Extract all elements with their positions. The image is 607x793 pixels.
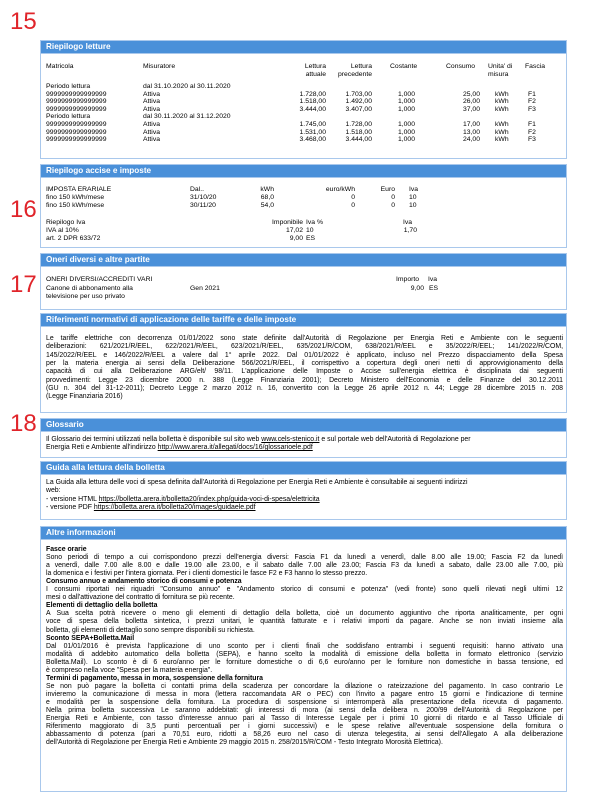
glossario-link-site[interactable]: www.cels-stenico.it <box>261 436 320 443</box>
iva-cell: art. 2 DPR 633/72 <box>46 235 101 242</box>
riferimenti-line: deliberazioni: 621/2021/R/EEL, 622/2021/R/EEL, 623/2021/R/EEL, 635/2021/R/COM, 638/2021/R/EEL e 35/2022/R/EEL; 141/2022/R/COM, <box>46 343 563 351</box>
section-header-accise: Riepilogo accise e imposte <box>40 164 567 178</box>
accise-h-kwh: kWh <box>260 186 274 193</box>
riferimenti-line: (GU n. 304 del 31-12-2011); Decreto Legge 2 marzo 2012 n. 16, convertito con la Legge 26 aprile 2012 n. 44; Legge 28 dicembre 2015 n. 208 <box>46 384 563 392</box>
riferimenti-line: provvedimenti: Legge 23 dicembre 2000 n. 388 (Legge Finanziaria 2001); Decreto Ministero dell'Economia e delle Finanze del 30.12.2011 <box>46 376 563 384</box>
guida-line-2: web: <box>46 487 61 494</box>
letture-cell: Attiva <box>143 90 160 98</box>
letture-cell: 3.444,00 <box>299 105 326 113</box>
letture-cell: 9999999999999999 <box>46 128 107 136</box>
letture-cell: 9999999999999999 <box>46 105 107 113</box>
letture-cell: Attiva <box>143 121 160 128</box>
letture-cell: 1,000 <box>397 90 415 98</box>
accise-cell: 10 <box>409 202 417 209</box>
letture-cell: 1.703,00 <box>345 90 372 98</box>
glossario-line-2: Energia Reti e Ambiente all'indirizzo http://www.arera.it/allegati/docs/16/glossarioele.pdf <box>46 444 313 451</box>
letture-cell: 1,000 <box>397 98 415 106</box>
iva-h-riepilogo: Riepilogo Iva <box>46 219 86 226</box>
riferimenti-line: capacità di cui alla Deliberazione ARG/elt/ 98/11. L'applicazione delle Imposte o Accise sull'energia elettrica è disciplinata dai seguenti <box>46 368 563 376</box>
periodo-range: dal 31.10.2020 al 30.11.2020 <box>143 83 231 90</box>
letture-cell: kWh <box>495 128 509 136</box>
altre-line: dell'Autorità di Regolazione per Energia Reti e Ambiente 29 maggio 2015 n. 258/2015/R/COM - Testo Integrato Morosità Elettrica). <box>46 739 443 747</box>
section-header-oneri: Oneri diversi e altre partite <box>40 253 567 267</box>
oneri-month: Gen 2021 <box>190 285 220 292</box>
altre-line: Nella prima bolletta successiva Le saranno addebitati: gli interessi di mora (ai sensi della delibera n. 200/99 dell'Autorità di Regolazione per <box>46 707 563 714</box>
marker-18: 18 <box>10 410 37 437</box>
accise-box <box>40 178 567 248</box>
periodo-label: Periodo lettura <box>46 83 91 90</box>
oneri-h-iva: Iva <box>428 276 438 283</box>
accise-cell: 54,0 <box>260 202 274 209</box>
col-consumo: Consumo <box>446 63 476 70</box>
letture-cell: Attiva <box>143 98 160 106</box>
section-header-glossario: Glossario <box>40 418 567 432</box>
letture-cell: 1,000 <box>397 105 415 113</box>
altre-line: Bolletta.Mail). Lo sconto è di 6 euro/anno per le forniture domestiche o di 6,6 euro/anno per le forniture non domestiche in bassa tensione, ed <box>46 658 563 666</box>
section-header-letture: Riepilogo letture <box>40 40 567 54</box>
accise-cell: 31/10/20 <box>190 194 217 201</box>
letture-cell: 1,000 <box>397 121 415 128</box>
letture-cell: 1.492,00 <box>345 98 372 106</box>
guida-html: - versione HTML https://bolletta.arera.it/bolletta20/index.php/guida-voci-di-spesa/elettricita <box>46 496 320 503</box>
col-lettura-precedente: Lettura precedente <box>337 63 372 78</box>
accise-cell: fino 150 kWh/mese <box>46 194 105 201</box>
altre-line: voce di spesa della bolletta sintetica, i prezzi unitari, le quantità fatturate e i relativi importi da pagare. Anche se non inviati insieme alla <box>46 618 563 626</box>
letture-cell: 1.518,00 <box>299 98 326 106</box>
letture-cell: F3 <box>528 136 536 144</box>
accise-h-iva: Iva <box>409 186 419 193</box>
letture-cell: 1,000 <box>397 128 415 136</box>
letture-cell: kWh <box>495 98 509 106</box>
guida-html-link[interactable]: https://bolletta.arera.it/bolletta20/index.php/guida-voci-di-spesa/elettricita <box>98 496 320 503</box>
section-header-altre: Altre informazioni <box>40 526 567 540</box>
oneri-h-desc: ONERI DIVERSI/ACCREDITI VARI <box>46 276 153 283</box>
letture-cell: 9999999999999999 <box>46 90 107 98</box>
altre-line: invieremo la comunicazione di messa in mora (lettera raccomandata AR o PEC) con l'invito a pagare entro 15 giorni e l'indicazione di termine <box>46 690 563 698</box>
altre-heading: Consumo annuo e andamento storico di consumi e potenza <box>46 578 242 586</box>
iva-cell: 1,70 <box>403 227 417 234</box>
guida-line-1: La Guida alla lettura delle voci di spesa definita dall'Autorità di Regolazione per Energia Reti e Ambiente è consultabile ai seguenti indirizzi <box>46 479 468 486</box>
letture-cell: kWh <box>495 90 509 98</box>
letture-cell: 9999999999999999 <box>46 136 107 144</box>
glossario-line-1: Il Glossario dei termini utilizzati nella bolletta è disponibile sul sito web www.cels-stenico.it e sul portale web dell'Autorità di Regolazione per <box>46 436 471 443</box>
riferimenti-line: (Legge Finanziaria 2016) <box>46 393 123 401</box>
letture-cell: 3.468,00 <box>299 136 326 144</box>
altre-heading: Termini di pagamento, messa in mora, sospensione della fornitura <box>46 674 263 682</box>
letture-cell: 17,00 <box>462 121 480 128</box>
letture-cell: 1.728,00 <box>299 90 326 98</box>
iva-h-perc: Iva % <box>306 219 323 226</box>
letture-cell: Attiva <box>143 128 160 136</box>
letture-cell: F1 <box>528 90 536 98</box>
col-lettura-attuale: Lettura attuale <box>304 63 326 78</box>
letture-cell: kWh <box>495 136 509 144</box>
marker-17: 17 <box>10 271 37 298</box>
iva-cell: 10 <box>306 227 314 234</box>
iva-cell: 9,00 <box>289 235 303 242</box>
letture-cell: 3.444,00 <box>345 136 372 144</box>
iva-cell: ES <box>306 235 316 242</box>
altre-line: è compreso nella voce "Spesa per la materia energia". <box>46 666 213 674</box>
oneri-iva: ES <box>429 285 439 292</box>
accise-cell: 10 <box>409 194 417 201</box>
riferimenti-line: per la materia energia ai sensi della Deliberazione 566/2021/R/EEL, il corrispettivo a copertura degli oneri netti di approvvigionamento della <box>46 359 563 367</box>
oneri-desc2: televisione per uso privato <box>46 293 125 300</box>
letture-cell: kWh <box>495 121 509 128</box>
letture-cell: 13,00 <box>462 128 480 136</box>
section-header-riferimenti: Riferimenti normativi di applicazione delle tariffe e delle imposte <box>40 313 567 327</box>
altre-line: modalità di addebito automatico della bolletta (SEPA), e hanno scelto la modalità di emissione della bolletta in formato elettronico (servizio <box>46 650 563 658</box>
altre-line: A Sua scelta potrà ricevere o meno gli elementi di dettaglio della bolletta, cioè un documento aggiuntivo che riporta analiticamente, per ogni <box>46 610 563 618</box>
altre-heading: Fasce orarie <box>46 546 87 553</box>
oneri-h-importo: Importo <box>396 276 420 283</box>
letture-cell: F1 <box>528 121 536 128</box>
letture-cell: 1.518,00 <box>345 128 372 136</box>
letture-cell: 1,000 <box>397 136 415 144</box>
accise-cell: 0 <box>351 202 355 209</box>
iva-h-iva: Iva <box>403 219 413 226</box>
letture-cell: 37,00 <box>462 105 480 113</box>
periodo-range: dal 30.11.2020 al 31.12.2020 <box>143 113 231 121</box>
letture-cell: 9999999999999999 <box>46 98 107 106</box>
altre-line: Dal 01/01/2016 è prevista l'applicazione di uno sconto per i clienti finali che soddisfano entrambi i seguenti requisiti: hanno attivato una <box>46 642 563 650</box>
col-costante: Costante <box>390 63 418 70</box>
letture-cell: 1.745,00 <box>299 121 326 128</box>
col-unita: Unita' di misura <box>488 63 513 78</box>
accise-cell: 0 <box>391 194 395 201</box>
letture-cell: Attiva <box>143 105 160 113</box>
accise-cell: 68,0 <box>260 194 274 201</box>
accise-cell: 30/11/20 <box>190 202 216 209</box>
glossario-link-pdf[interactable]: http://www.arera.it/allegati/docs/16/glossarioele.pdf <box>157 444 313 451</box>
altre-line: Se non può pagare la bolletta ci contatti prima della scadenza per concordare la dilazione o rateizzazione del pagamento. In caso contrario Le <box>46 682 563 690</box>
letture-cell: F3 <box>528 105 536 113</box>
altre-line: I consumi riportati nei riquadri "Consumo annuo" e "Andamento storico di consumi e potenza" (vedi fronte) sono quelli rilevati negli ultimi 12 <box>46 586 563 594</box>
letture-cell: F2 <box>528 98 536 106</box>
riferimenti-line: 145/2022/R/EEL e 146/2022/R/EEL a valere dal 1° aprile 2022. Dal 01/01/2022 è applicato, incluso nel Prezzo dispacciamento della Spesa <box>46 351 563 359</box>
altre-line: a venerdì, dalle 7.00 alle 8.00 e dalle 19.00 alle 23.00, e il sabato dalle 7.00 alle 23.00; Fascia F3 da lunedì a sabato, dalle 23.00 alle 7.00, più <box>46 562 563 570</box>
guida-pdf-link[interactable]: https://bolletta.arera.it/bolletta20/images/guidaele.pdf <box>93 504 256 511</box>
altre-heading: Elementi di dettaglio della bolletta <box>46 602 158 610</box>
accise-h-eurokwh: euro/kWh <box>325 186 355 193</box>
accise-h-euro: Euro <box>380 186 395 193</box>
altre-line: Riferimento maggiorato di 3,5 punti percentuali per i giorni successivi) e le spese relative all'eventuale sospensione della fornitura o <box>46 723 563 731</box>
accise-cell: 0 <box>351 194 355 201</box>
riferimenti-line: Le tariffe elettriche con decorrenza 01/01/2022 sono state definite dall'Autorità di Regolazione per Energia Reti e Ambiente con le seguenti <box>46 335 563 342</box>
guida-pdf: - versione PDF https://bolletta.arera.it/bolletta20/images/guidaele.pdf <box>46 504 256 511</box>
altre-line: abbassamento di potenza (pari a 70,51 euro, ridotti a 58,26 euro nel caso di utenza telegestita, ai sensi dell'Allegato A alla deliberazione <box>46 731 563 739</box>
accise-h-dal: Dal.. <box>190 186 204 193</box>
marker-16: 16 <box>10 196 37 223</box>
marker-15: 15 <box>10 8 37 35</box>
altre-heading: Sconto SEPA+Bolletta.Mail <box>46 634 135 642</box>
altre-line: la domenica e i festivi per l'intera giornata. Per i clienti domestici le fasce F2 e F3 hanno lo stesso prezzo. <box>46 570 368 578</box>
altre-line: bolletta, gli elementi di dettaglio sono sempre disponibili su richiesta. <box>46 626 255 634</box>
iva-cell: IVA al 10% <box>46 227 79 234</box>
letture-cell: 25,00 <box>462 90 480 98</box>
letture-cell: 1.531,00 <box>299 128 326 136</box>
col-matricola: Matricola <box>46 63 74 70</box>
letture-cell: 3.407,00 <box>345 105 372 113</box>
oneri-importo: 9,00 <box>410 285 424 292</box>
letture-cell: 26,00 <box>462 98 480 106</box>
letture-cell: 1.728,00 <box>345 121 372 128</box>
accise-h-imposta: IMPOSTA ERARIALE <box>46 186 112 193</box>
altre-line: Energia Reti e Ambiente, con tasso d'interesse annuo pari al Tasso di Interesse Legale per i primi 10 giorni di ritardo e al Tasso Ufficiale di <box>46 715 563 723</box>
accise-cell: 0 <box>391 202 395 209</box>
section-header-guida: Guida alla lettura della bolletta <box>40 461 567 475</box>
letture-cell: 24,00 <box>462 136 480 144</box>
altre-line: mesi o dall'attivazione del contratto di fornitura se più recente. <box>46 594 235 602</box>
accise-cell: fino 150 kWh/mese <box>46 202 105 209</box>
col-misuratore: Misuratore <box>143 63 176 70</box>
col-fascia: Fascia <box>525 63 546 70</box>
letture-cell: kWh <box>495 105 509 113</box>
letture-cell: F2 <box>528 128 536 136</box>
altre-line: e modalità per la sospensione della fornitura. La procedura di sospensione si interromperà alla presentazione della ricevuta di pagamento. <box>46 698 563 706</box>
altre-line: Sono periodi di tempo a cui corrispondono prezzi dell'energia diversi: Fascia F1 da lunedì a venerdì, dalle 8.00 alle 19.00; Fascia F2 da lunedì <box>46 554 563 562</box>
letture-cell: Attiva <box>143 136 160 144</box>
iva-h-imponibile: Imponibile <box>272 219 303 226</box>
periodo-label: Periodo lettura <box>46 113 91 121</box>
oneri-desc: Canone di abbonamento alla <box>46 285 133 292</box>
letture-cell: 9999999999999999 <box>46 121 107 128</box>
iva-cell: 17,02 <box>285 227 303 234</box>
